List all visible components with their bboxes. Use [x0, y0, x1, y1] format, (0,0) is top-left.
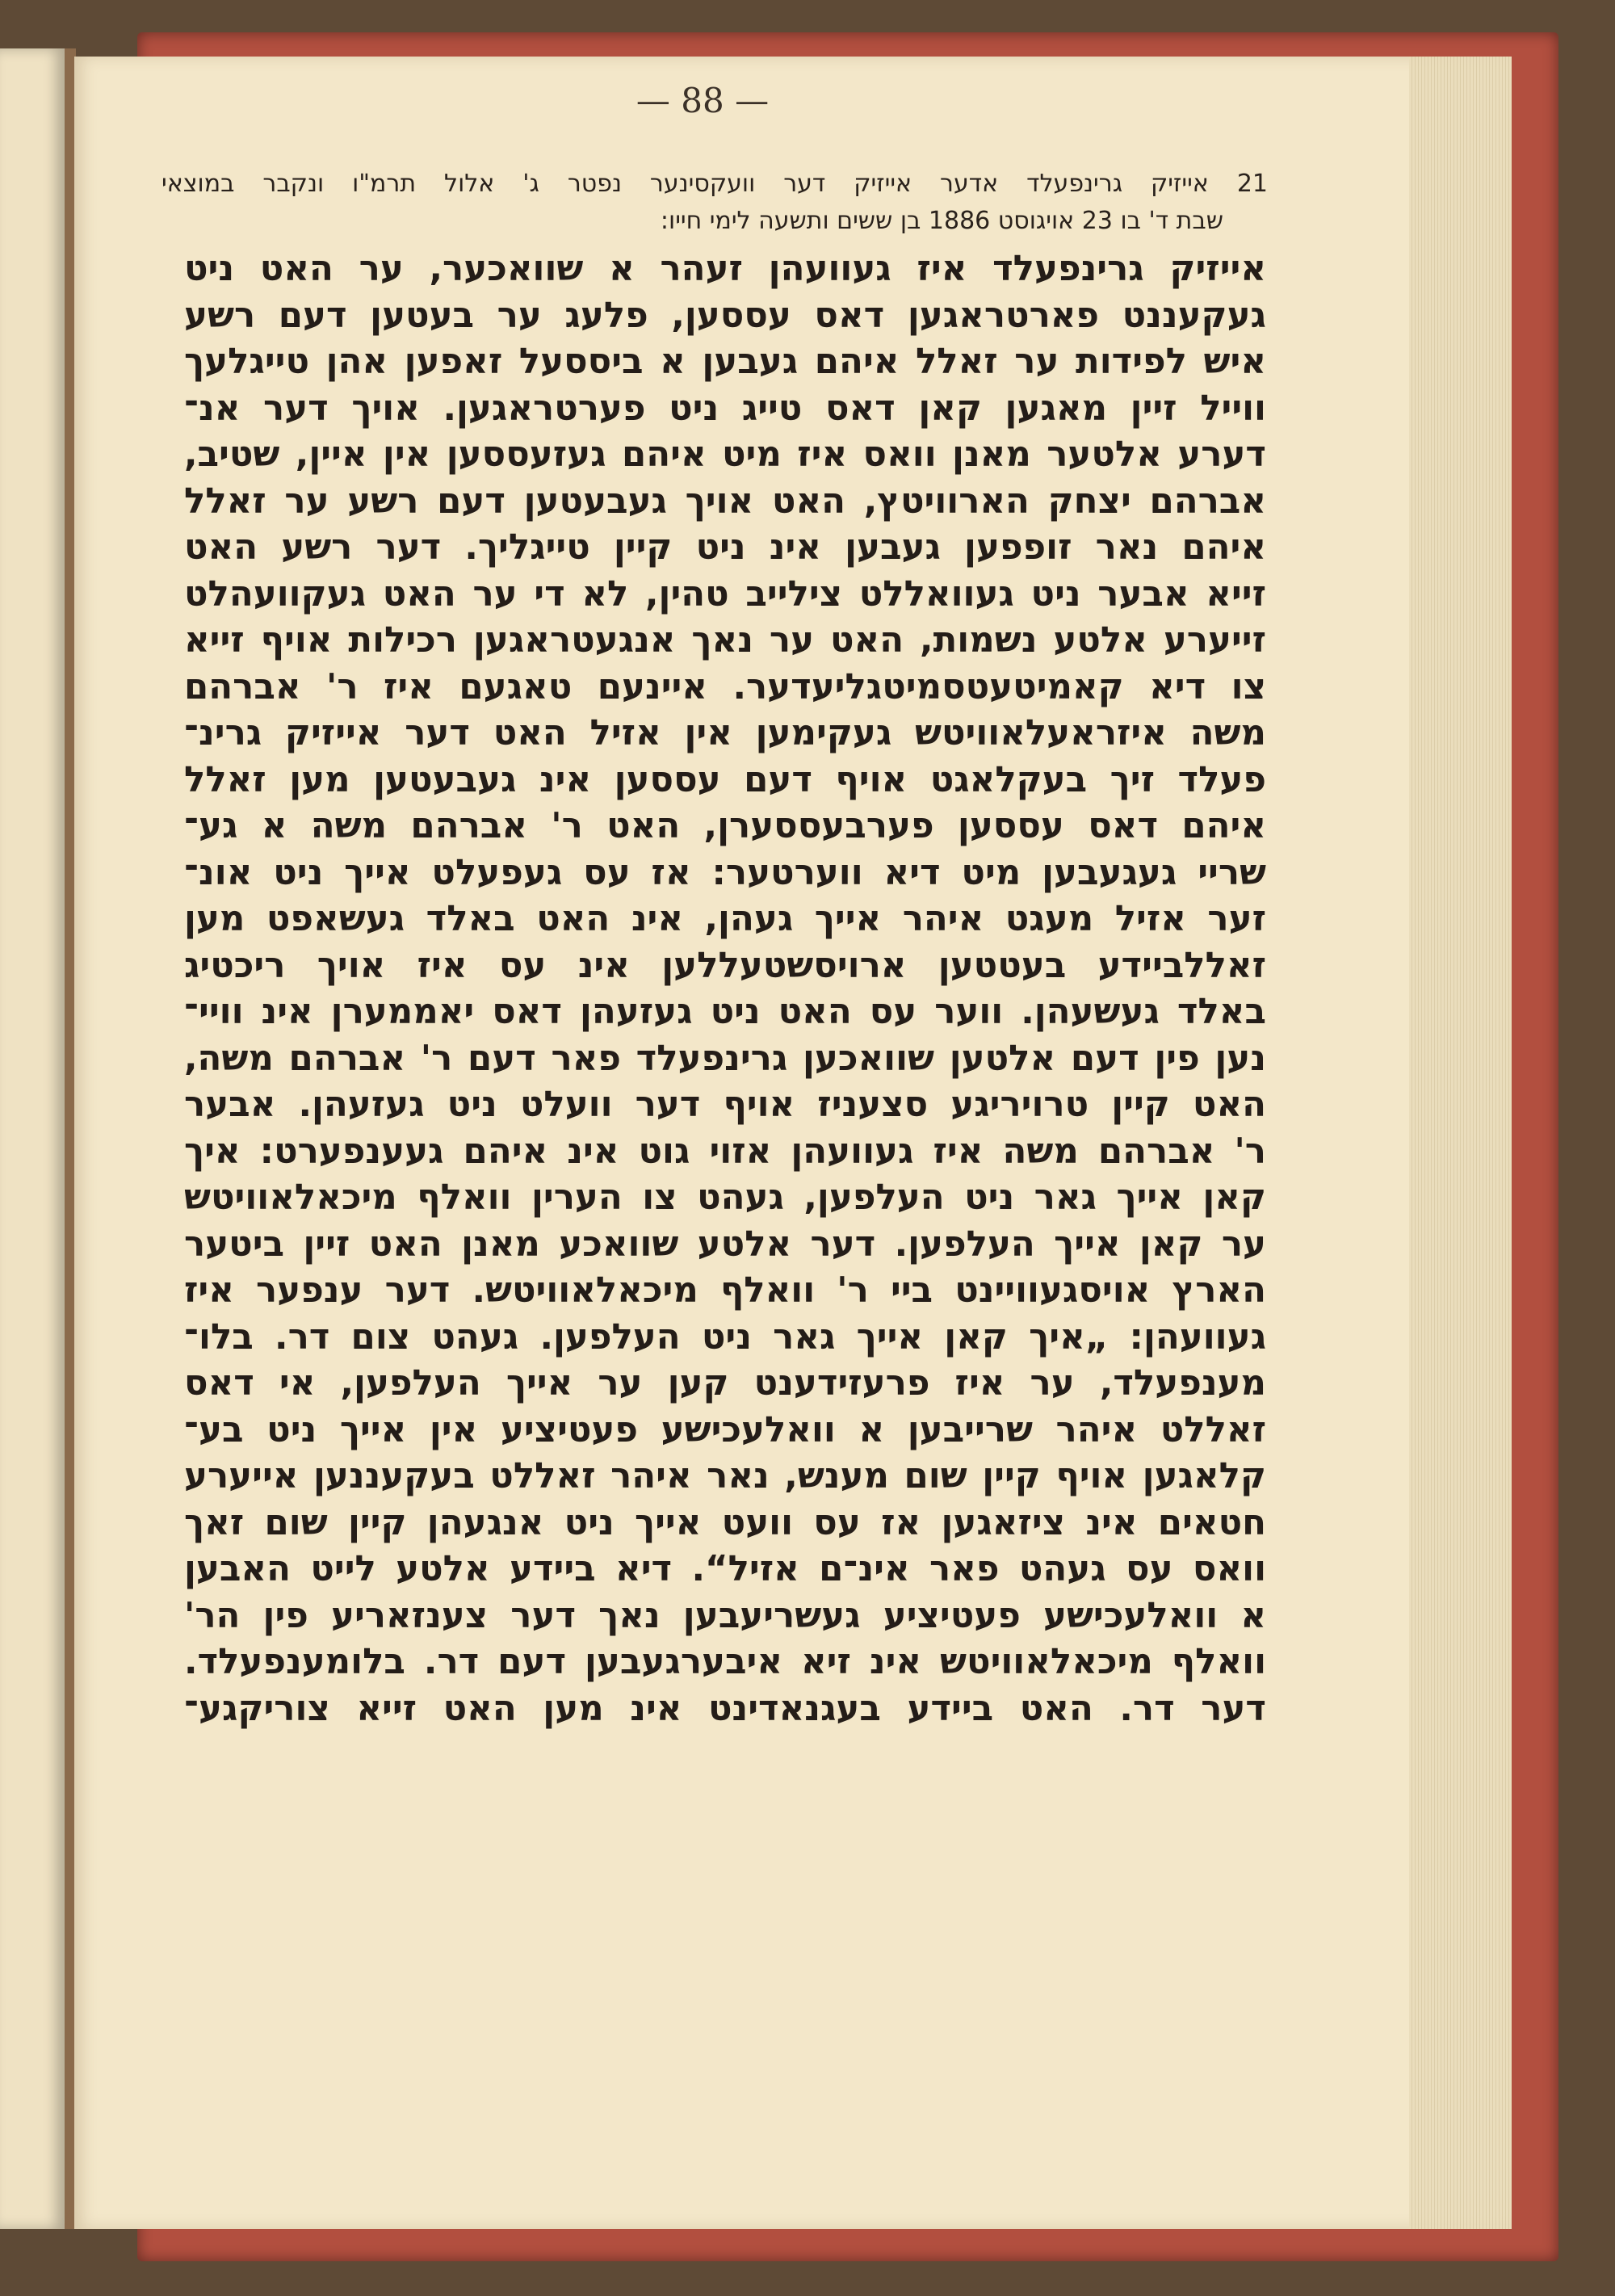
left-page	[0, 48, 65, 2229]
text-line: וואס עס געהט פאר אינ־ם אזיל“. דיא ביידע אלטע לייט האבען	[184, 1549, 1266, 1589]
text-line: הארץ אויסגעוויינט ביי ר' וואלף מיכאלאוויטש. דער ענפער איז	[184, 1270, 1266, 1311]
text-line: באלד געשעהן. ווער עס האט ניט געזעהן דאס יאממערן אינ וויי־	[184, 992, 1266, 1032]
text-line: מענפעלד, ער איז פרעזידענט קען ער אייך העלפען, אי דאס	[184, 1363, 1266, 1404]
text-line: געקעננט פארטראגען דאס עססען, פלעג ער בעטען דעם רשע	[184, 295, 1266, 336]
text-line: אברהם יצחק הארוויטץ, האט אויך געבעטען דעם רשע ער זאלל	[184, 481, 1266, 522]
footnote-line: 21 אייזיק גרינפעלד אדער אייזיק דער וועקסינער נפטר ג' אלול תרמ"ו ונקבר במוצאי	[162, 170, 1268, 198]
text-line: פעלד זיך בעקלאגט אויף דעם עססען אינ געבעטען מען זאלל	[184, 759, 1266, 800]
text-line: אייזיק גרינפעלד איז געוועהן זעהר א שוואכער, ער האט ניט	[184, 249, 1266, 289]
text-line: זייערע אלטע נשמות, האט ער נאך אנגעטראגען רכילות אויף זייא	[184, 620, 1266, 661]
page-number: — 88 —	[636, 81, 770, 120]
text-line: האט קיין טרויריגע סצעניז אויף דער וועלט ניט געזעהן. אבער	[184, 1085, 1266, 1125]
text-line: קאן אייך גאר ניט העלפען, געהט צו הערין וואלף מיכאלאוויטש	[184, 1177, 1266, 1218]
page-edges	[1409, 57, 1512, 2229]
text-line: איש לפידות ער זאלל איהם געבען א ביססעל זאפען אהן טייגלעך	[184, 342, 1266, 382]
text-line: זאללביידע בעטטען ארויסשטעללען אינ עס איז אויך ריכטיג	[184, 945, 1266, 986]
text-line: זייא אבער ניט געוואללט צילייב טהין, לא די ער האט געקוועהלט	[184, 573, 1266, 615]
text-line: דער דר. האט ביידע בעגנאדינט אינ מען האט זייא צוריקגע־	[184, 1688, 1266, 1729]
text-line: דערע אלטער מאנן וואס איז מיט איהם געזעססען אין איין, שטיב,	[184, 434, 1266, 475]
text-line: א וואלעכישע פעטיציע געשריעבען נאך דער צענזאריע פין הר'	[184, 1595, 1266, 1636]
text-line: איהם נאר זופפען געבען אינ ניט קיין טייגליך. דער רשע האט	[184, 527, 1266, 568]
body-text	[184, 246, 1266, 1732]
text-line: ווייל זיין מאגען קאן דאס טייג ניט פערטראגען. אויך דער אנ־	[184, 388, 1266, 429]
text-line: געוועהן: „איך קאן אייך גאר ניט העלפען. געהט צום דר. בלו־	[184, 1316, 1266, 1358]
text-line: קלאגען אויף קיין שום מענש, נאר איהר זאללט בעקעננען אייערע	[184, 1456, 1266, 1496]
text-line: זער אזיל מעגט איהר אייך געהן, אינ האט באלד געשאפט מען	[184, 899, 1266, 939]
footnote-line: שבת ד' בו 23 אויגוסט 1886 בן ששים ותשעה לימי חייו:	[660, 207, 1223, 235]
text-line: חטאים אינ ציזאגען אז עס וועט אייך ניט אנגעהן קיין שום זאך	[184, 1502, 1266, 1543]
text-line: איהם דאס עססען פערבעססערן, האט ר' אברהם משה א גע־	[184, 806, 1266, 846]
text-line: ר' אברהם משה איז געוועהן אזוי גוט אינ איהם געענפערט: איך	[184, 1131, 1266, 1172]
text-line: ער קאן אייך העלפען. דער אלטע שוואכע מאנן האט זיין ביטער	[184, 1224, 1266, 1265]
text-line: שריי געגעבען מיט דיא ווערטער: אז עס געפעלט אייך ניט אונ־	[184, 852, 1266, 893]
text-line: נען פין דעם אלטען שוואכען גרינפעלד פאר דעם ר' אברהם משה,	[184, 1038, 1266, 1079]
footnote	[162, 166, 1268, 240]
text-line: זאללט איהר שרייבען א וואלעכישע פעטיציע אין אייך ניט בע־	[184, 1409, 1266, 1450]
text-line: צו דיא קאמיטעטסמיטגליעדער. איינעם טאגעם איז ר' אברהם	[184, 666, 1266, 707]
text-line: משה איזראעלאוויטש געקימען אין אזיל האט דער אייזיק גרינ־	[184, 713, 1266, 753]
text-line: וואלף מיכאלאוויטש אינ זיא איבערגעבען דעם דר. בלומענפעלד.	[184, 1642, 1266, 1682]
